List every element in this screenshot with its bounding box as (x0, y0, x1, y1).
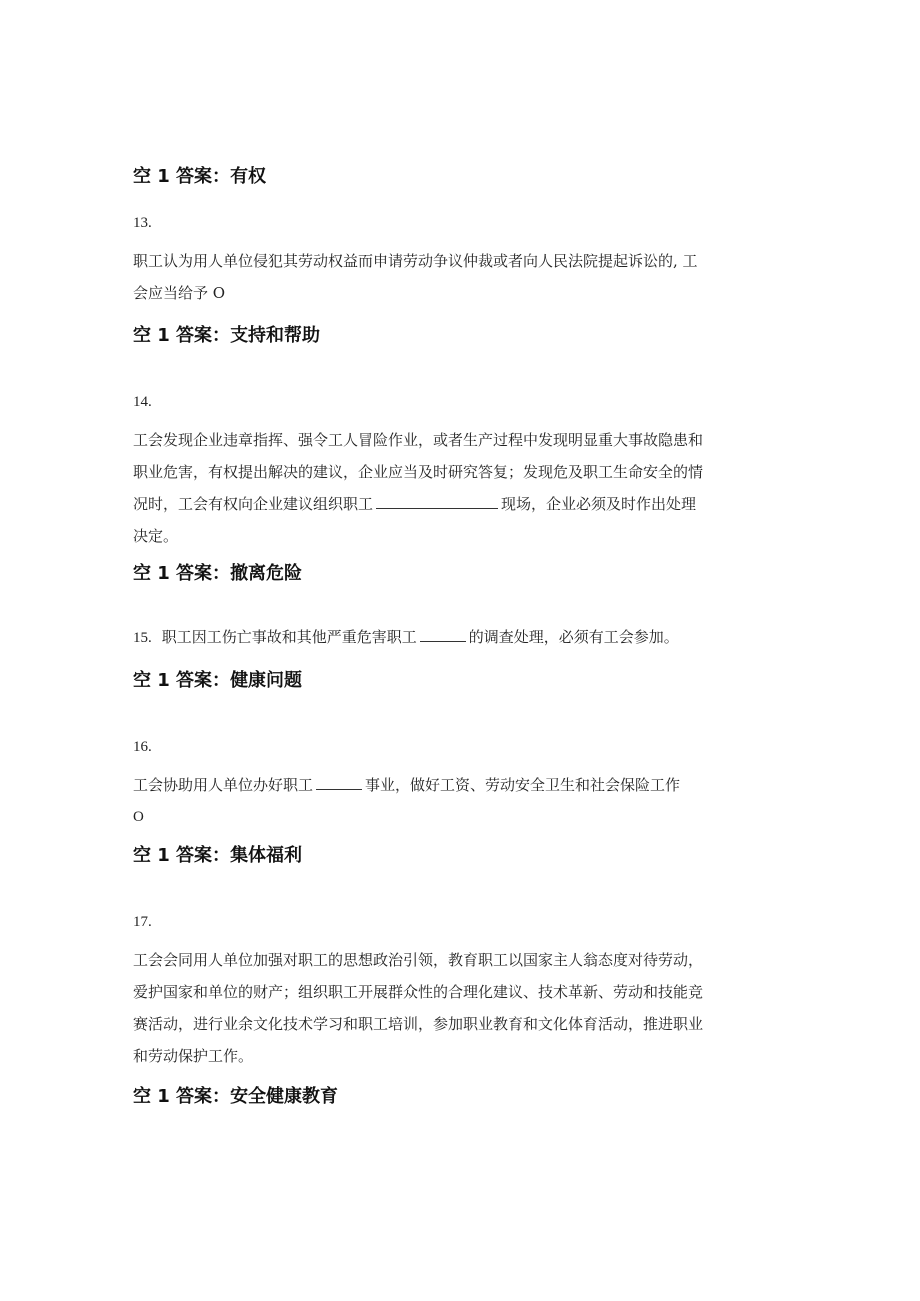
question-text-line: 决定。 (133, 527, 179, 545)
question-text-before-blank: 工会协助用人单位办好职工 (133, 776, 314, 794)
question-number: 15. (133, 630, 152, 646)
question-text-after-blank: 的调查处理，必须有工会参加。 (468, 628, 679, 646)
question-text (133, 769, 793, 833)
answer-prefix: 空 1 答案： (133, 325, 231, 346)
question-text (133, 621, 793, 653)
question-text (133, 245, 793, 309)
answer-value: 安全健康教育 (230, 1086, 339, 1107)
question-text (133, 424, 793, 552)
answer-prefix: 空 1 答案： (133, 1086, 231, 1107)
question-text-after-blank: 事业，做好工资、劳动安全卫生和社会保险工作 (365, 776, 681, 794)
question-number: 16. (133, 739, 152, 755)
question-text-line: O (133, 809, 144, 825)
answer-line (133, 669, 302, 693)
answer-prefix: 空 1 答案： (133, 166, 231, 187)
answer-value: 撤离危险 (230, 563, 303, 584)
answer-value: 支持和帮助 (230, 325, 321, 346)
answer-value: 健康问题 (230, 670, 303, 691)
answer-prefix: 空 1 答案： (133, 845, 231, 866)
answer-line (133, 1085, 338, 1109)
fill-in-blank (316, 773, 362, 790)
question-text-line (133, 621, 793, 653)
question-text-line: 职业危害，有权提出解决的建议，企业应当及时研究答复；发现危及职工生命安全的情 (133, 463, 704, 481)
question-text-line: 和劳动保护工作。 (133, 1047, 254, 1065)
fill-in-blank (420, 625, 466, 642)
answer-prefix: 空 1 答案： (133, 670, 231, 691)
answer-line (133, 165, 266, 189)
question-text-line: 职工认为用人单位侵犯其劳动权益而申请劳动争议仲裁或者向人民法院提起诉讼的, 工 (133, 252, 698, 270)
question-number: 13. (133, 215, 152, 231)
question-number: 17. (133, 914, 152, 930)
question-text-line: 工会发现企业违章指挥、强令工人冒险作业，或者生产过程中发现明显重大事故隐患和 (133, 431, 704, 449)
answer-line (133, 324, 320, 348)
question-text-line: 赛活动，进行业余文化技术学习和职工培训，参加职业教育和文化体育活动，推进职业 (133, 1015, 704, 1033)
question-text-line: 工会会同用人单位加强对职工的思想政治引领，教育职工以国家主人翁态度对待劳动， (133, 951, 704, 969)
question-text-line (133, 488, 793, 520)
question-text-before-blank: 况时，工会有权向企业建议组织职工 (133, 495, 374, 513)
answer-prefix: 空 1 答案： (133, 563, 231, 584)
question-text-line: 爱护国家和单位的财产；组织职工开展群众性的合理化建议、技术革新、劳动和技能竞 (133, 983, 704, 1001)
answer-value: 集体福利 (230, 845, 303, 866)
question-number: 14. (133, 394, 152, 410)
answer-line (133, 562, 302, 586)
question-text-line (133, 769, 793, 801)
question-text-after-blank: 现场，企业必须及时作出处理 (501, 495, 697, 513)
question-text-before-blank: 职工因工伤亡事故和其他严重危害职工 (161, 628, 417, 646)
answer-value: 有权 (230, 166, 267, 187)
question-text-line: 会应当给予 O (133, 284, 226, 302)
answer-line (133, 844, 302, 868)
question-text (133, 944, 793, 1072)
fill-in-blank (376, 492, 498, 509)
